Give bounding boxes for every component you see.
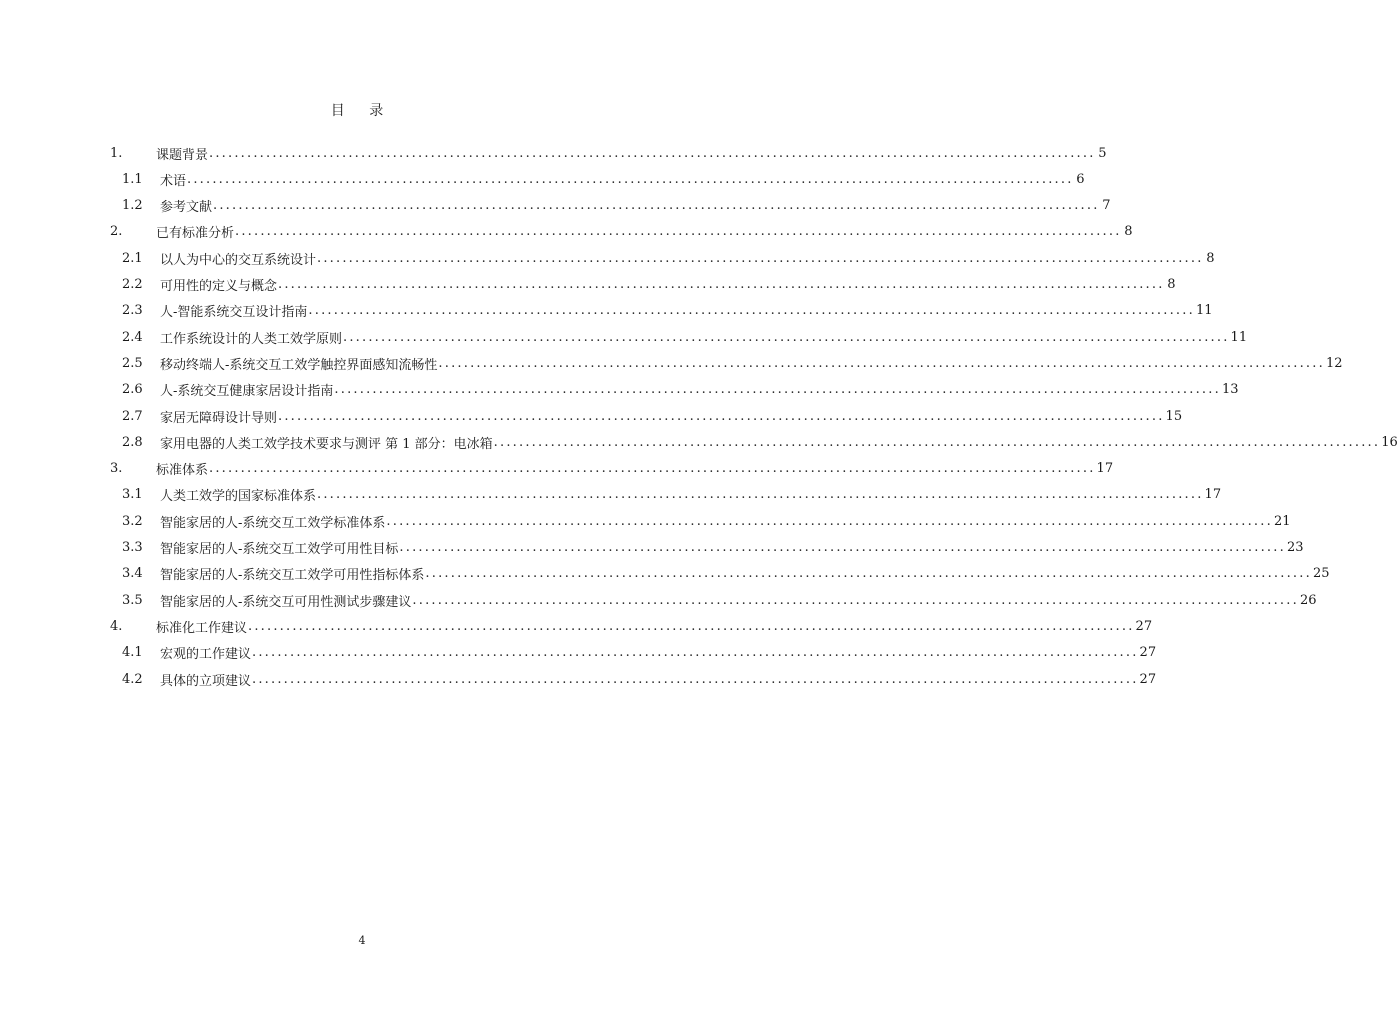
toc-entry[interactable]: [122, 403, 1183, 429]
toc-entry-page: 5: [1098, 145, 1107, 161]
toc-entry[interactable]: [122, 272, 1176, 298]
toc-entry-page: 8: [1206, 250, 1215, 266]
toc-entry-page: 25: [1312, 566, 1330, 582]
toc-entry-title: 标准化工作建议: [156, 620, 248, 636]
toc-leader-dots: ............................................................................................................................................: [317, 250, 1204, 266]
toc-leader-dots: ............................................................................................................................................: [278, 408, 1165, 424]
toc-entry-page: 13: [1221, 382, 1239, 398]
toc-leader-dots: ............................................................................................................................................: [425, 566, 1312, 582]
toc-entry[interactable]: [122, 193, 1111, 219]
toc-entry-title: 课题背景: [156, 147, 209, 163]
toc-entry-number: 1.1: [122, 171, 143, 187]
toc-entry-title: 智能家居的人-系统交互可用性测试步骤建议: [160, 594, 412, 610]
toc-entry[interactable]: [122, 324, 1248, 350]
toc-entry[interactable]: [122, 535, 1304, 561]
toc-entry-number: 2.8: [122, 434, 143, 450]
toc-entry[interactable]: [122, 245, 1215, 271]
toc-entry-title: 家居无障碍设计导则: [160, 410, 278, 426]
toc-leader-dots: ............................................................................................................................................: [209, 145, 1096, 161]
toc-leader-dots: ............................................................................................................................................: [248, 618, 1135, 634]
toc-entry-title: 工作系统设计的人类工效学原则: [160, 331, 343, 347]
toc-entry-title: 标准体系: [156, 463, 209, 479]
toc-entry-title: 智能家居的人-系统交互工效学可用性指标体系: [160, 568, 425, 584]
toc-entry-number: 2.3: [122, 303, 143, 319]
toc-entry-title: 人-系统交互健康家居设计指南: [160, 384, 334, 400]
toc-entry-page: 11: [1195, 303, 1213, 319]
toc-entry-title: 移动终端人-系统交互工效学触控界面感知流畅性: [160, 357, 438, 373]
toc-entry-title: 智能家居的人-系统交互工效学可用性目标: [160, 542, 399, 557]
toc-entry[interactable]: [122, 429, 1398, 455]
toc-entry[interactable]: [110, 219, 1133, 245]
toc-leader-dots: ............................................................................................................................................: [252, 671, 1139, 687]
toc-entry-page: 27: [1139, 671, 1157, 687]
toc-entry-page: 26: [1299, 592, 1317, 608]
toc-entry-number: 3.2: [122, 513, 143, 529]
toc-entry-page: 15: [1165, 408, 1183, 424]
toc-entry-number: 3.5: [122, 592, 143, 608]
toc-entry-number: 3.3: [122, 540, 143, 555]
toc-entry-page: 11: [1230, 329, 1248, 345]
toc-entry-number: 3.4: [122, 566, 143, 582]
toc-entry-page: 27: [1139, 645, 1157, 661]
toc-leader-dots: ............................................................................................................................................: [412, 592, 1299, 608]
toc-entry-page: 12: [1325, 355, 1343, 371]
toc-entry[interactable]: [122, 508, 1291, 534]
toc-entry-title: 人类工效学的国家标准体系: [160, 489, 317, 505]
toc-entry[interactable]: [122, 561, 1330, 587]
toc-leader-dots: ............................................................................................................................................: [493, 434, 1381, 450]
toc-leader-dots: ............................................................................................................................................: [438, 355, 1325, 371]
toc-entry[interactable]: [110, 456, 1114, 482]
toc-entry-page: 6: [1076, 171, 1085, 187]
toc-leader-dots: ............................................................................................................................................: [334, 382, 1221, 398]
toc-entry-title: 已有标准分析: [156, 226, 235, 242]
toc-leader-dots: ............................................................................................................................................: [187, 171, 1074, 187]
toc-entry-title: 参考文献: [160, 200, 213, 216]
toc-entry-number: 2.5: [122, 355, 143, 371]
toc-leader-dots: ............................................................................................................................................: [386, 513, 1273, 529]
toc-entry-number: 2.7: [122, 408, 143, 424]
toc-entry-page: 17: [1096, 461, 1114, 477]
toc-entry-number: 4.: [110, 618, 123, 634]
toc-entry[interactable]: [122, 482, 1222, 508]
toc-entry-page: 21: [1273, 513, 1291, 529]
toc-entry-number: 3.1: [122, 487, 143, 503]
toc-entry-page: 16: [1381, 434, 1398, 450]
toc-entry-page: 8: [1124, 224, 1133, 240]
toc-entry-title: 智能家居的人-系统交互工效学标准体系: [160, 515, 386, 531]
toc-entry-number: 1.2: [122, 198, 143, 214]
toc-entry-page: 7: [1102, 198, 1111, 214]
toc-entry-number: 3.: [110, 461, 123, 477]
toc-leader-dots: ............................................................................................................................................: [308, 303, 1195, 319]
toc-leader-dots: ............................................................................................................................................: [252, 645, 1139, 661]
toc-entry-title: 宏观的工作建议: [160, 647, 252, 663]
toc-entry-title: 具体的立项建议: [160, 673, 252, 689]
toc-entry-page: 27: [1135, 618, 1153, 634]
toc-leader-dots: ............................................................................................................................................: [343, 329, 1230, 345]
toc-entry[interactable]: [122, 666, 1157, 692]
toc-entry[interactable]: [122, 166, 1085, 192]
toc-entry[interactable]: [122, 377, 1239, 403]
toc-entry-page: 8: [1167, 277, 1176, 292]
toc-entry-number: 2.6: [122, 382, 143, 398]
toc-leader-dots: ............................................................................................................................................: [399, 540, 1286, 555]
toc-leader-dots: ............................................................................................................................................: [209, 461, 1096, 477]
toc-entry-title: 可用性的定义与概念: [160, 279, 278, 294]
toc-entry[interactable]: [110, 613, 1153, 639]
toc-entry-title: 术语: [160, 173, 187, 189]
toc-entry-number: 2.4: [122, 329, 143, 345]
toc-entry-page: 23: [1286, 540, 1304, 555]
toc-leader-dots: ............................................................................................................................................: [317, 487, 1204, 503]
toc-leader-dots: ............................................................................................................................................: [235, 224, 1122, 240]
toc-title: 目 录: [330, 103, 394, 119]
page-number: 4: [358, 934, 366, 947]
toc-entry[interactable]: [122, 298, 1213, 324]
toc-entry-number: 2.: [110, 224, 123, 240]
toc-leader-dots: ............................................................................................................................................: [213, 198, 1100, 214]
toc-entry-title: 以人为中心的交互系统设计: [160, 252, 317, 268]
toc-entry[interactable]: [122, 350, 1343, 376]
toc-entry-number: 2.1: [122, 250, 143, 266]
toc-entry[interactable]: [110, 140, 1107, 166]
toc-entry-page: 17: [1204, 487, 1222, 503]
toc-entry-number: 2.2: [122, 277, 143, 292]
toc-entry-number: 1.: [110, 145, 123, 161]
toc-leader-dots: ............................................................................................................................................: [278, 277, 1165, 292]
toc-entry-number: 4.2: [122, 671, 143, 687]
toc-entry-title: 家用电器的人类工效学技术要求与测评 第 1 部分：电冰箱: [160, 436, 493, 452]
toc-entry[interactable]: [122, 640, 1157, 666]
toc-entry-title: 人-智能系统交互设计指南: [160, 305, 308, 321]
toc-entry-number: 4.1: [122, 645, 143, 661]
toc-entry[interactable]: [122, 587, 1317, 613]
